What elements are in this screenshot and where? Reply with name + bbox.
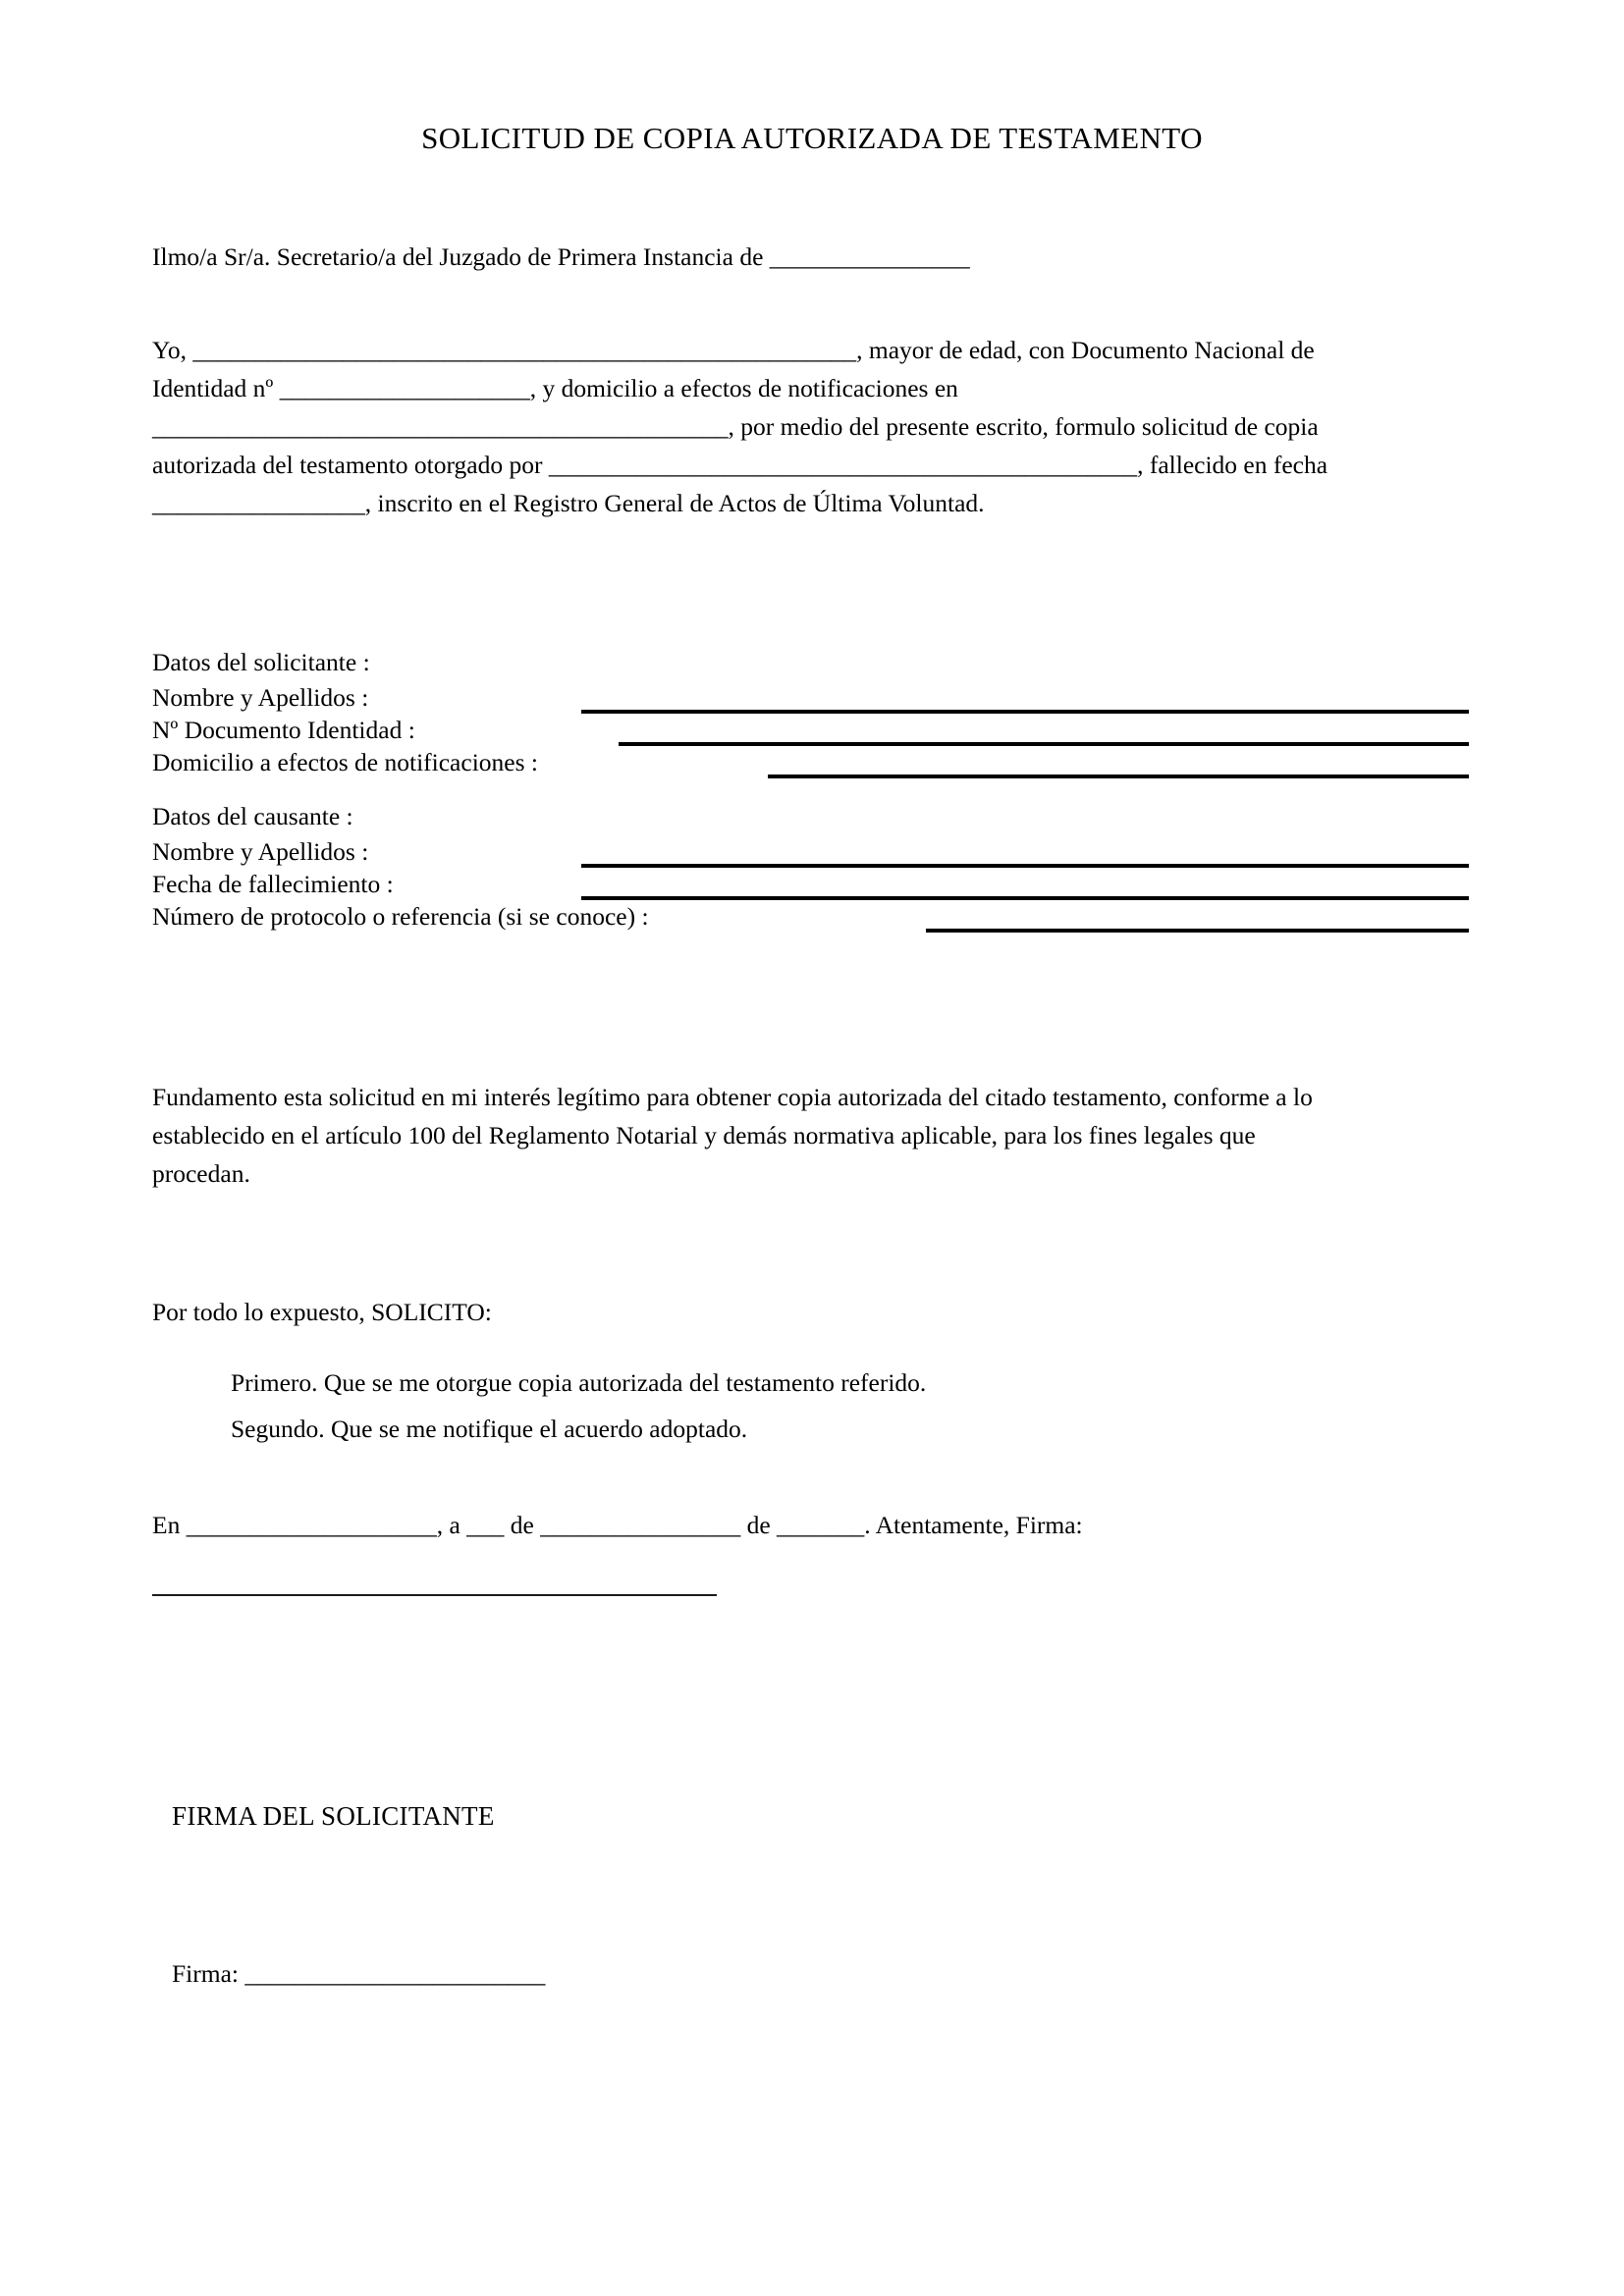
signature-field-label[interactable]: Firma: ________________________	[172, 1959, 546, 1988]
deceased-section-heading: Datos del causante :	[152, 802, 353, 830]
request-item-first: Primero. Que se me otorgue copia autorizada del testamento referido.	[231, 1368, 927, 1397]
legal-basis-line-1: Fundamento esta solicitud en mi interés legítimo para obtener copia autorizada del citado testamento, conforme a lo	[152, 1083, 1313, 1111]
intro-line-2: Identidad nº ____________________, y domicilio a efectos de notificaciones en	[152, 374, 958, 402]
request-heading: Por todo lo expuesto, SOLICITO:	[152, 1298, 492, 1326]
deceased-data-section	[152, 797, 1469, 933]
page-title: SOLICITUD DE COPIA AUTORIZADA DE TESTAMENTO	[421, 121, 1203, 155]
deceased-field-name	[152, 835, 1469, 868]
intro-line-4: autorizada del testamento otorgado por _______________________________________________, fallecido en fecha	[152, 451, 1328, 479]
addressee-line: Ilmo/a Sr/a. Secretario/a del Juzgado de Primera Instancia de ________________	[152, 242, 970, 271]
place-date-line: En ____________________, a ___ de ________________ de _______. Atentamente, Firma:	[152, 1511, 1083, 1539]
applicant-address-label: Domicilio a efectos de notificaciones :	[152, 748, 544, 776]
intro-line-5: _________________, inscrito en el Registro General de Actos de Última Voluntad.	[152, 489, 985, 517]
intro-line-3: ______________________________________________, por medio del presente escrito, formulo solicitud de copia	[152, 412, 1319, 441]
applicant-field-id	[152, 714, 1469, 746]
legal-basis-line-3: procedan.	[152, 1159, 250, 1188]
intro-line-1: Yo, _____________________________________________________, mayor de edad, con Documento Nacional de	[152, 336, 1315, 364]
legal-basis-paragraph	[152, 1078, 1469, 1193]
deceased-name-label: Nombre y Apellidos :	[152, 837, 374, 866]
deceased-death-date-label: Fecha de fallecimiento :	[152, 870, 400, 898]
deceased-protocol-input-rule[interactable]	[926, 929, 1469, 933]
applicant-data-section	[152, 643, 1469, 778]
intro-paragraph	[152, 331, 1469, 522]
applicant-address-input-rule[interactable]	[768, 774, 1469, 778]
applicant-id-label: Nº Documento Identidad :	[152, 716, 421, 744]
applicant-field-address	[152, 746, 1469, 778]
legal-basis-line-2: establecido en el artículo 100 del Reglamento Notarial y demás normativa aplicable, para los fines legales que	[152, 1121, 1256, 1149]
request-item-second: Segundo. Que se me notifique el acuerdo adoptado.	[231, 1415, 748, 1443]
deceased-field-protocol	[152, 900, 1469, 933]
closing-line	[152, 1506, 1469, 1544]
request-items	[231, 1360, 1469, 1452]
deceased-protocol-label: Número de protocolo o referencia (si se conoce) :	[152, 902, 655, 931]
signature-block-heading: FIRMA DEL SOLICITANTE	[172, 1801, 495, 1831]
deceased-field-death-date	[152, 868, 1469, 900]
applicant-name-label: Nombre y Apellidos :	[152, 683, 374, 712]
applicant-section-heading: Datos del solicitante :	[152, 648, 370, 676]
signature-rule[interactable]	[152, 1594, 717, 1596]
applicant-field-name	[152, 681, 1469, 714]
